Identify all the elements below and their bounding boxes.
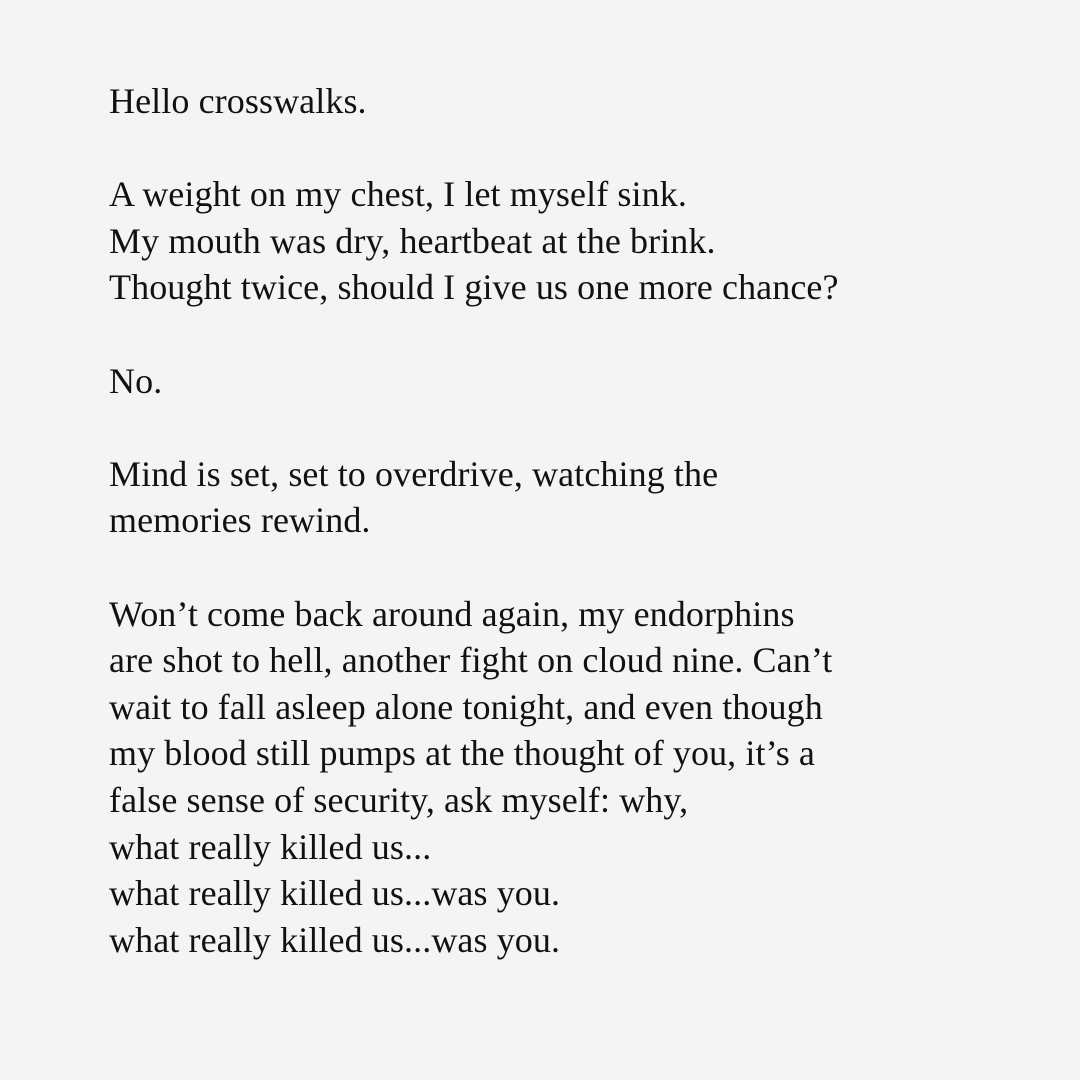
poem-line: what really killed us...was you. xyxy=(109,919,561,960)
poem-line: my blood still pumps at the thought of you, it’s a xyxy=(109,733,815,774)
poem-line: memories rewind. xyxy=(109,500,371,541)
poem-line: are shot to hell, another fight on cloud nine. Can’t xyxy=(109,640,833,681)
poem-line: My mouth was dry, heartbeat at the brink. xyxy=(109,220,716,261)
stanza-1 xyxy=(109,171,990,311)
poem-line: false sense of security, ask myself: why, xyxy=(109,779,689,820)
poem-line: Hello crosswalks. xyxy=(109,81,367,121)
stanza-greeting xyxy=(109,78,990,125)
stanza-4 xyxy=(109,591,990,964)
stanza-answer xyxy=(109,358,990,405)
poem-line: Mind is set, set to overdrive, watching the xyxy=(109,453,719,494)
stanza-3 xyxy=(109,451,990,544)
poem-line: No. xyxy=(109,360,163,401)
poem-line: Won’t come back around again, my endorphins xyxy=(109,593,795,634)
poem-line: what really killed us... xyxy=(109,826,432,867)
poem-line: what really killed us...was you. xyxy=(109,873,561,914)
poem-line: Thought twice, should I give us one more chance? xyxy=(109,267,839,308)
poem-line: A weight on my chest, I let myself sink. xyxy=(109,174,687,215)
poem-line: wait to fall asleep alone tonight, and even though xyxy=(109,686,823,727)
